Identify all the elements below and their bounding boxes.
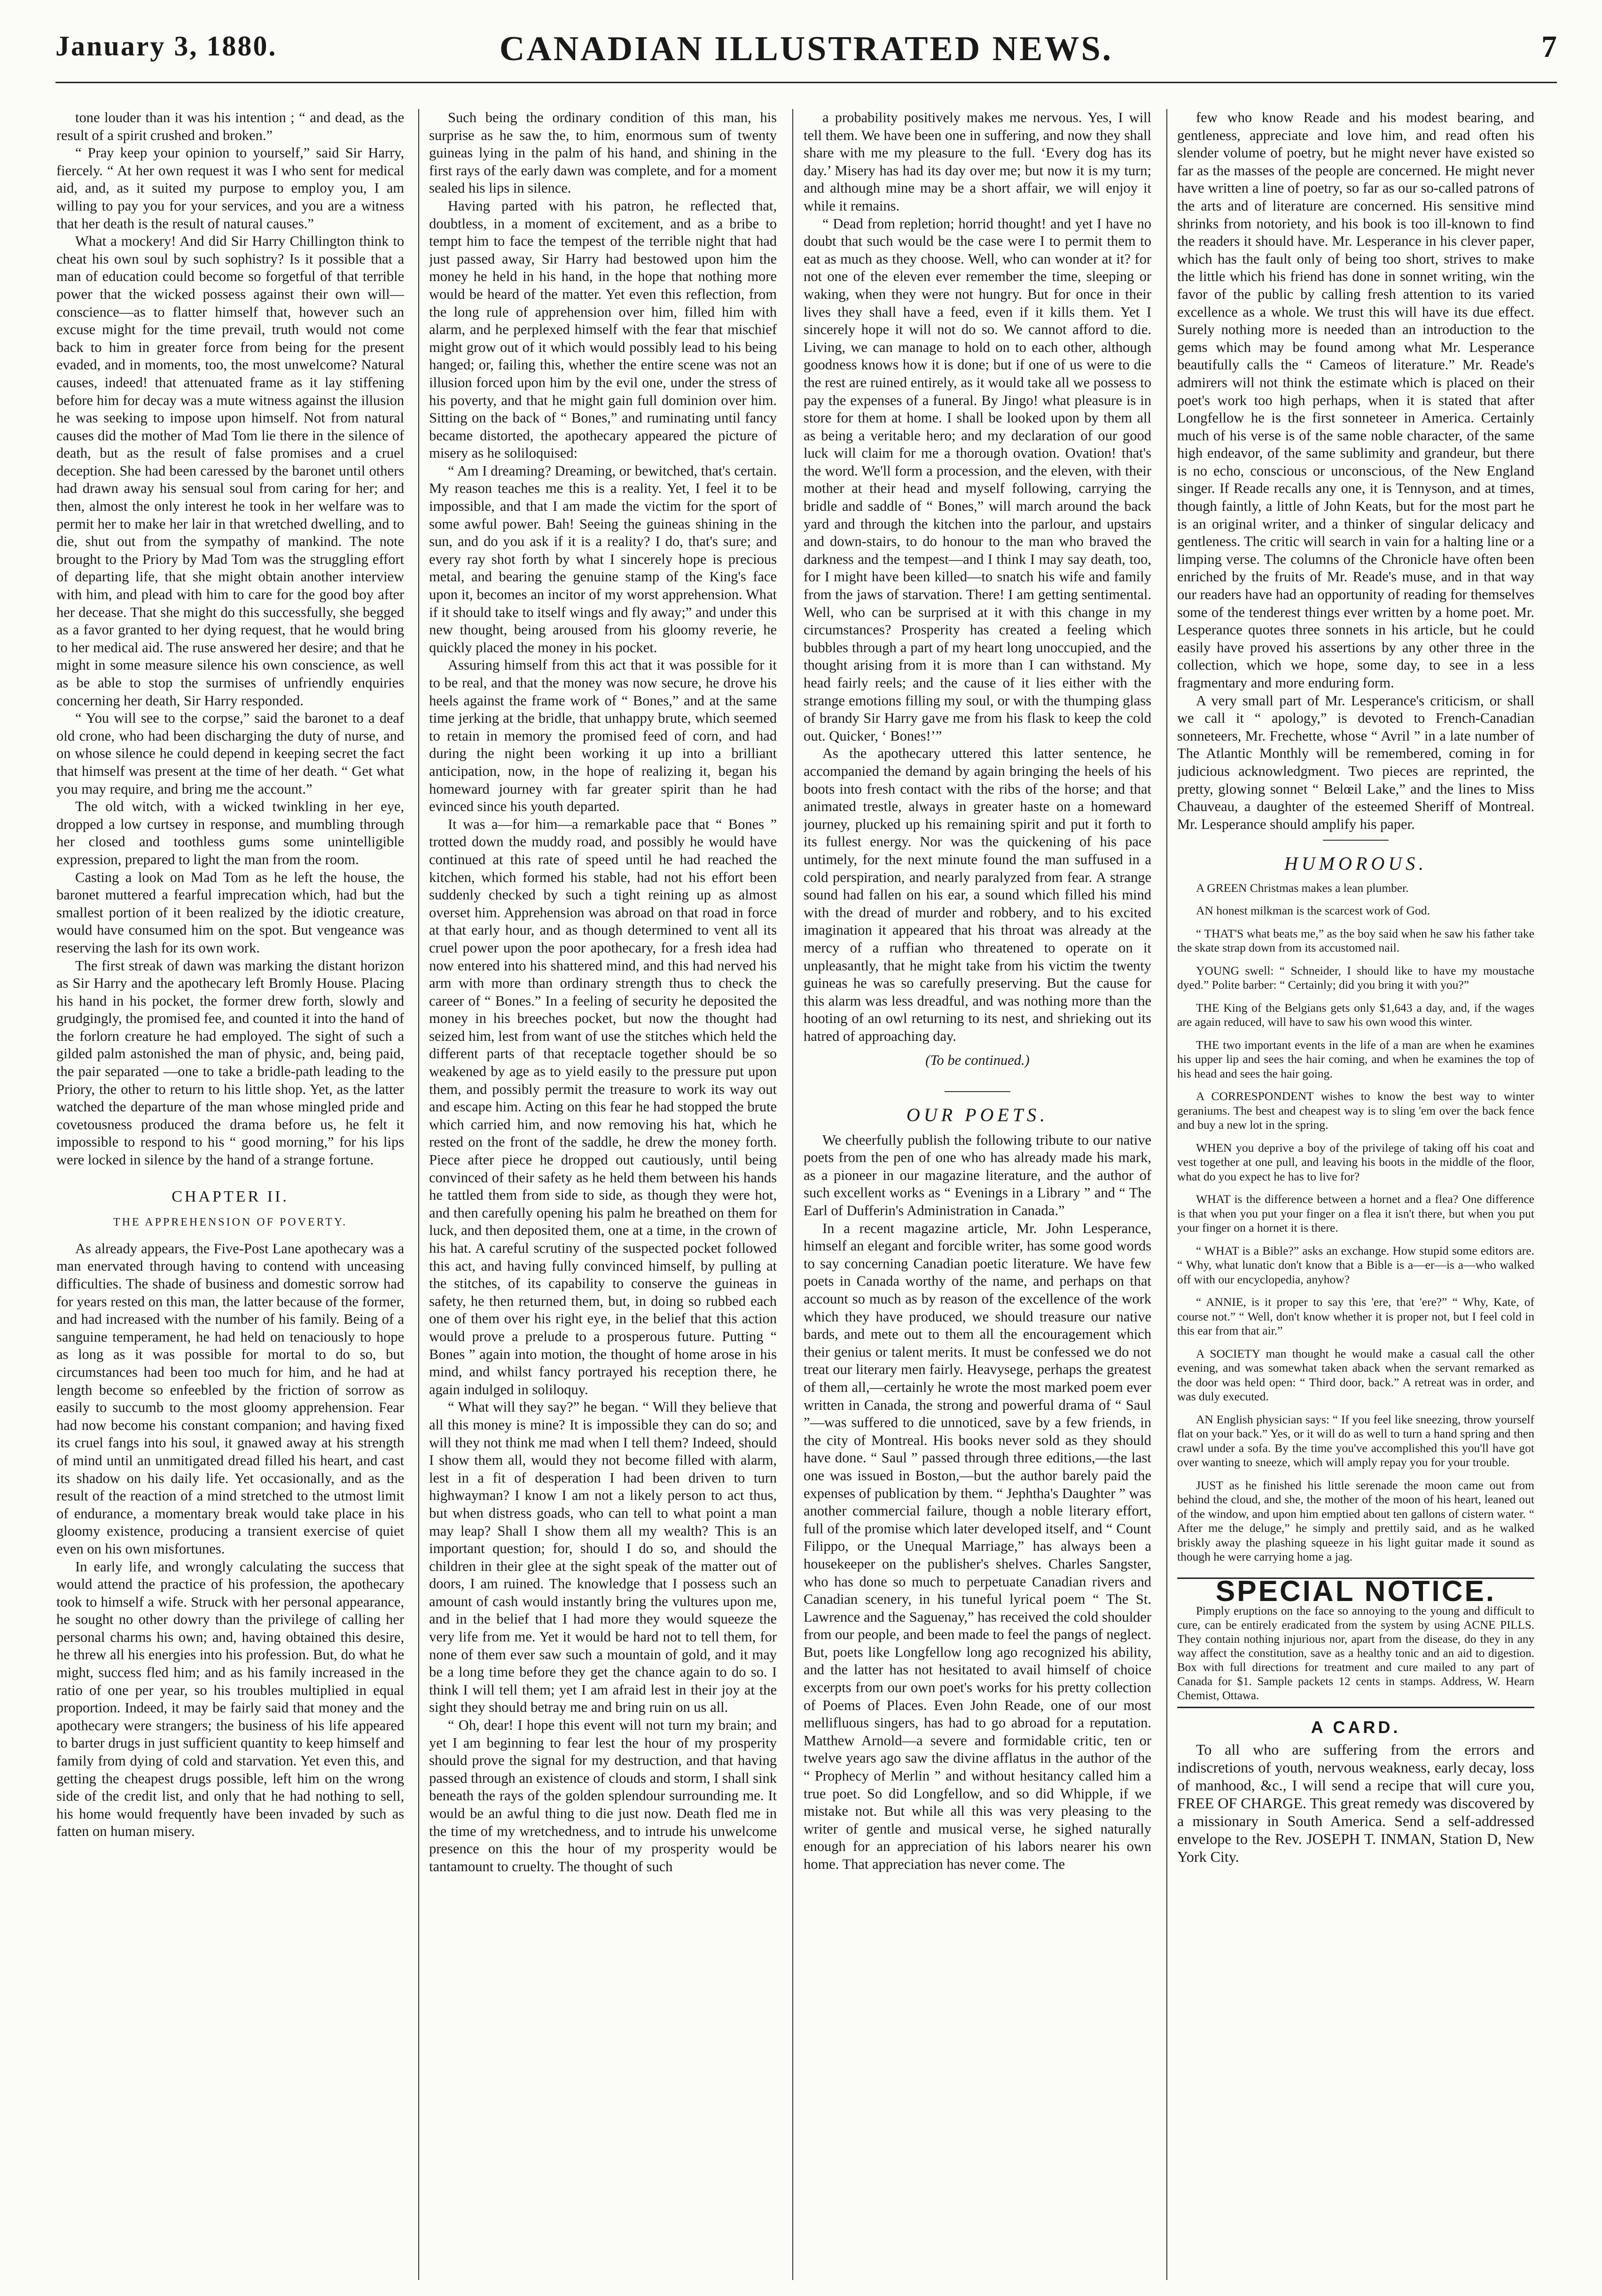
chapter-heading: CHAPTER II. [172,1187,289,1205]
humor-item: WHAT is the difference between a hornet and a flea? One difference is that when you put your finger on a flea it isn't there, but when you put your finger on a hornet it is there. [1177,1192,1534,1235]
humor-item: YOUNG swell: “ Schneider, I should like to have my moustache dyed.” Polite barber: “ Certainly; did you bring it with you?” [1177,963,1534,992]
column-divider [792,109,793,2280]
special-notice-advertisement [1177,1575,1534,1708]
humor-item: “ THAT'S what beats me,” as the boy said when he saw his father take the skate strap down from its accustomed nail. [1177,926,1534,955]
card-body: To all who are suffering from the errors and indiscretions of youth, nervous weakness, early decay, loss of manhood, &c., I will send a recipe that will cure you, FREE OF CHARGE. This great remedy was discovered by a missionary in South America. Send a self-addressed envelope to the Rev. JOSEPH T. INMAN, Station D, New York City. [1177,1741,1534,1866]
paragraph: In a recent magazine article, Mr. John Lesperance, himself an elegant and forcible writer, has some good words to say concerning Canadian poetic literature. We have few poets in Canada worthy of the name, and perhaps on that account so much as by reason of the excellence of the work which they have produced, we should treasure our native bards, and mete out to them all the encouragement which their genius or talent merits. It must be confessed we do not treat our literary men fairly. Heavysege, perhaps the greatest of them all,—certainly he wrote the most marked poem ever written in Canada, the strong and powerful drama of “ Saul ”—was suffered to die unnoticed, save by a few friends, in the city of Montreal. His books never sold as they should have done. “ Saul ” passed through three editions,—the last one was issued in Boston,—but the author barely paid the expenses of publication by them. “ Jephtha's Daughter ” was another commercial failure, though a noble literary effort, full of the promise which later developed itself, and “ Count Filippo, or the Unequal Marriage,” has always been a housekeeper on the publisher's shelves. Charles Sangster, who has done so much to perpetuate Canadian rivers and Canadian scenery, in his tuneful lyrical poem “ The St. Lawrence and the Saguenay,” has received the cold shoulder from our people, and been made to feel the pangs of neglect. But, poets like Longfellow long ago recognized his ability, and the latter has not hesitated to avail himself of choice excerpts from our own poet's works for his pretty collection of Poems of Places. Even John Reade, one of our most mellifluous singers, has had to go abroad for a reputation. Matthew Arnold—a severe and formidable critic, ten or twelve years ago saw the divine afflatus in the author of the “ Prophecy of Merlin ” and without hesitancy called him a true poet. So did Longfellow, and so did Whipple, if we mistake not. But while all this was very pleasing to the writer of gentle and musical verse, he sighed naturally enough for an appreciation of his labors nearer his own home. That appreciation has never come. The [804,1220,1151,1872]
paragraph: tone louder than it was his intention ; “ and dead, as the result of a spirit crushed and broken.” [56,109,404,143]
paragraph: As the apothecary uttered this latter sentence, he accompanied the demand by again bringing the heels of his boots into fresh contact with the ribs of the horse; and that animated trestle, always in greater haste on a homeward journey, plucked up his remaining spirit and put it forth to its fullest energy. Nor was the quickening of his pace untimely, for the next minute found the man suffused in a cold perspiration, and nearly paralyzed from fear. A strange sound had fallen on his ear, a sound which filled his mind with the dread of murder and robbery, and to his excited imagination it appeared that his throat was already at the mercy of a ruffian who threatened to operate on it unpleasantly, that he might take from his victim the twenty guineas he was so carefully preserving. But the cause for this alarm was less dreadful, and was nothing more than the hooting of an owl returning to its nest, and shrieking out its hatred of approaching day. [804,745,1151,1044]
paragraph: “ Dead from repletion; horrid thought! and yet I have no doubt that such would be the case were I to permit them to eat as much as they choose. Well, who can wonder at it? for not one of the eleven ever remember the time, sleeping or waking, when they were not hungry. But for once in their lives they shall have a feed, even if it kills them. Yet I sincerely hope it will not do so. We cannot afford to die. Living, we can manage to hold on to each other, although goodness knows how it is done; but if one of us were to die the rest are ruined entirely, as it would take all we possess to pay the expenses of a funeral. By Jingo! what pleasure is in store for them at home. I shall be looked upon by them all as being a veritable hero; and my declaration of our good luck will claim for me a thorough ovation. Ovation! that's the word. We'll form a procession, and the eleven, with their mother at their head and myself following, carrying the bridle and saddle of “ Bones,” will march around the back yard and through the kitchen into the parlour, and upstairs and down-stairs, to do honour to the man who braved the darkness and the tempest—and I think I may say death, too, for I might have been killed—to snatch his wife and family from the jaws of starvation. There! I am getting sentimental. Well, who can be surprised at it with this change in my circumstances? Prosperity has created a feeling which bubbles through a part of my heart long unoccupied, and the thought arising from it is more than I can withstand. My head fairly reels; and the cause of it lies either with the strange emotions filling my soul, or with the thumping glass of brandy Sir Harry gave me from his flask to keep the cold out. Quicker, ‘ Bones!’” [804,215,1151,744]
humor-item: WHEN you deprive a boy of the privilege of taking off his coat and vest together at one pull, and leaving his boots in the middle of the floor, what do you expect he has to live for? [1177,1140,1534,1183]
paragraph: A very small part of Mr. Lesperance's criticism, or shall we call it “ apology,” is devoted to French-Canadian sonneteers, Mr. Frechette, whose “ Avril ” in a late number of The Atlantic Monthly will be remembered, coming in for judicious acknowledgment. Two pieces are reprinted, the pretty, glowing sonnet “ Belœil Lake,” and the lines to Miss Chauveau, a daughter of the esteemed Sheriff of Montreal. Mr. Lesperance should amplify his paper. [1177,692,1534,832]
section-rule [1323,840,1389,841]
humor-item: A SOCIETY man thought he would make a casual call the other evening, and was somewhat taken aback when the servant remarked as the door was held open: “ Third door, back.” A retreat was in order, and was duly executed. [1177,1346,1534,1404]
humor-item: JUST as he finished his little serenade the moon came out from behind the cloud, and she, the mother of the moon of his heart, leaned out of the window, and upon him emptied about ten gallons of cistern water. “ After me the deluge,” he simply and prettily said, and as he walked briskly away the plashing squeeze in his light guitar made it sound as though he were carrying home a jag. [1177,1478,1534,1564]
humor-item: A GREEN Christmas makes a lean plumber. [1196,881,1409,895]
humor-item: “ ANNIE, is it proper to say this 'ere, that 'ere?” “ Why, Kate, of course not.” “ Well, don't know whether it is proper not, but I feel cold in this ear from that air.” [1177,1295,1534,1338]
paragraph: The first streak of dawn was marking the distant horizon as Sir Harry and the apothecary left Bromly House. Placing his hand in his pocket, the former drew forth, slowly and grudgingly, the promised fee, and counted it into the hand of the forlorn creature he had employed. The sight of such a gilded palm astonished the man of physic, and, being paid, the pair separated —one to take a bridle-path leading to the Priory, the other to return to his little shop. Yet, as the latter watched the departure of the man whose mingled pride and covetousness produced the drama before us, he felt it impossible to respond to his “ good morning,” for his lips were locked in silence by the hand of a strange fortune. [56,957,404,1168]
header-rule [55,82,1557,83]
paragraph: Casting a look on Mad Tom as he left the house, the baronet muttered a fearful imprecation which, had but the smallest portion of it been realized by the idiotic creature, would have consumed him on the spot. But vengeance was reserving the lash for its own work. [56,869,404,956]
special-notice-title: SPECIAL NOTICE. [1215,1575,1496,1608]
masthead-title: CANADIAN ILLUSTRATED NEWS. [499,30,1113,68]
paragraph: “ Am I dreaming? Dreaming, or bewitched, that's certain. My reason teaches me this is a reality. Yet, I feel it to be impossible, and that I am made the victim for the sport of some awful power. Bah! Seeing the guineas shining in the sun, and do you ask if it is a reality? I do, that's sure; and every ray shot forth by what I sincerely hope is precious metal, and bearing the genuine stamp of the King's face upon it, becomes an incitor of my worst apprehension. What if it should take to itself wings and fly away;” and under this new thought, being aroused from his gloomy reverie, he quickly placed the money in his pocket. [429,462,777,656]
card-title: A CARD. [1311,1717,1401,1737]
page-number: 7 [1541,30,1557,64]
paragraph: “ Oh, dear! I hope this event will not turn my brain; and yet I am beginning to fear lest the hour of my prosperity should prove the signal for my destruction, and that having passed through an existence of clouds and storm, I shall sink beneath the rays of the golden splendour surrounding me. It would be an awful thing to die just now. Death fled me in the time of my wretchedness, and to intrude his unwelcome presence on this the hour of my prosperity would be tantamount to cruelty. The thought of such [429,1717,777,1874]
special-notice-body: Pimply eruptions on the face so annoying to the young and difficult to cure, can be entirely eradicated from the system by using ACNE PILLS. They contain nothing injurious nor, apart from the disease, do they in any way affect the constitution, save as a healthy tonic and an aid to digestion. Box with full directions for treatment and cure mailed to any part of Canada for $1. Sample packets 12 cents in stamps. Address, W. Hearn Chemist, Ottawa. [1177,1604,1534,1702]
paragraph: Assuring himself from this act that it was possible for it to be real, and that the money was now secure, he drove his heels against the frame work of “ Bones,” and at the same time jerking at the bridle, that unhappy brute, which seemed to retain in memory the promised feed of corn, and had during the night been working it up into a brilliant anticipation, now, in the hope of realizing it, began his homeward journey with far greater spirit than he had evinced since his youth departed. [429,657,777,815]
page-header [55,16,1557,82]
column-3 [804,109,1151,2289]
paragraph: As already appears, the Five-Post Lane apothecary was a man enervated through having to contend with unceasing difficulties. The shade of business and domestic sorrow had for years rested on this man, the latter because of the former, and had increased with the number of his family. Being of a sanguine temperament, he had held on tenaciously to hope as long as it was possible for mortal to do so, but circumstances had been too much for him, and he had at length become so enfeebled by the friction of sorrow as easily to succumb to the most gloomy apprehension. Fear had now become his constant companion; and having fixed its cruel fangs into his soul, it gnawed away at his strength of mind until an unmitigated dread filled his heart, and cast its shadow on his daily life. Yet occasionally, and as the result of the reaction of a mind stretched to the utmost limit of endurance, a momentary break would take place in his gloomy existence, producing a transient exercise of quiet even on his own misfortunes. [56,1240,404,1557]
paragraph: a probability positively makes me nervous. Yes, I will tell them. We have been one in suffering, and now they shall share with me my pleasure to the full. ‘Every dog has its day.’ Misery has had its day over me; but now it is my turn; and although mine may be a short affair, we will enjoy it while it remains. [804,109,1151,214]
paragraph: The old witch, with a wicked twinkling in her eye, dropped a low curtsey in response, and mumbling through her closed and toothless gums some unintelligible expression, prepared to light the man from the room. [56,798,404,867]
section-heading-humorous: HUMOROUS. [1284,853,1428,875]
column-divider [1166,109,1167,2280]
humor-item: THE two important events in the life of a man are when he examines his upper lip and sees the hair coming, and when he examines the top of his head and sees the hair going. [1177,1038,1534,1080]
humor-item: AN English physician says: “ If you feel like sneezing, throw yourself flat on your back.” Yes, or it will do as well to turn a hand spring and then crawl under a sofa. By the time you've accomplished this you'll have got over wanting to sneeze, which will amply repay you for your trouble. [1177,1412,1534,1469]
paragraph: It was a—for him—a remarkable pace that “ Bones ” trotted down the muddy road, and possibly he would have continued at this rate of speed until he had reached the kitchen, which formed his stable, had not his effort been suddenly checked by such a tight reining up as almost overset him. Apprehension was abroad on that road in force at that early hour, and as though determined to vent all its cruel power upon the poor apothecary, for a fresh idea had now entered into his shattered mind, and this had nerved his arm with more than ordinary strength thus to check the career of “ Bones.” In a feeling of security he deposited the money in his breeches pocket, but now the thought had seized him, lest from want of use the stitches which held the different parts of that receptacle together should be so weakened by age as to yield easily to the pressure put upon them, and possibly permit the treasure to work its way out and escape him. Acting on this fear he had stopped the brute which carried him, and now removing his hat, which he rested on the front of the saddle, he drew the money forth. Piece after piece he dropped out cautiously, until being convinced of their safety as he held them between his hands he tattled them from side to side, as though they were hot, and then carefully opening his palm he breathed on them for luck, and then deposited them, one at a time, in the crown of his hat. A careful scrutiny of the suspected pocket followed this act, and having fully convinced himself, by pulling at the stitches, of its capability to conserve the guineas in safety, he then returned them, but, in doing so rubbed each one of them over his right eye, in the belief that this action would prove a prelude to a prosperous future. Putting “ Bones ” again into motion, the thought of home arose in his mind, and whilst fancy portrayed his reception there, he again indulged in soliloquy. [429,816,777,1398]
column-divider [418,109,419,2280]
paragraph: “ You will see to the corpse,” said the baronet to a deaf old crone, who had been discharging the duty of nurse, and on whose silence he could depend in keeping secret the fact that himself was present at the time of her death. “ Get what you may require, and bring me the account.” [56,710,404,797]
paragraph: In early life, and wrongly calculating the success that would attend the practice of his profession, the apothecary took to himself a wife. Struck with her personal appearance, he sought no other dowry than the privilege of calling her personal charms his own; and, having obtained this desire, he threw all his energies into his profession. But, do what he might, success fled him; and as his family increased in the ratio of one per year, so his troubles multiplied in equal proportion. Indeed, it may be fairly said that money and the apothecary were strangers; the business of his life appeared to barter drugs in just sufficient quantity to keep himself and family from dying of cold and starvation. Yet even this, and getting the cheapest drugs possible, left him on the wrong side of the credit list, and only that he had nothing to sell, his home would frequently have been invaded by such as fatten on human misery. [56,1558,404,1840]
humor-item: AN honest milkman is the scarcest work of God. [1196,904,1430,918]
issue-date: January 3, 1880. [55,31,277,62]
chapter-subheading: THE APPREHENSION OF POVERTY. [113,1216,348,1229]
paragraph: “ Pray keep your opinion to yourself,” said Sir Harry, fiercely. “ At her own request it was I who sent for medical aid, and, as it suited my purpose to employ you, I am willing to pay you for your services, and you are a witness that her death is the result of natural causes.” [56,145,404,232]
paragraph: We cheerfully publish the following tribute to our native poets from the pen of one who has already made his mark, as a pioneer in our magazine literature, and the author of such excellent works as “ Evenings in a Library ” and “ The Earl of Dufferin's Administration in Canada.” [804,1132,1151,1219]
column-4 [1177,109,1534,2289]
humor-item: THE King of the Belgians gets only $1,643 a day, and, if the wages are again reduced, will have to saw his own wood this winter. [1177,1000,1534,1029]
humor-item: “ WHAT is a Bible?” asks an exchange. How stupid some editors are. “ Why, what lunatic don't know that a Bible is a—er—is a—who walked off with our encyclopedia, anyhow? [1177,1243,1534,1286]
humor-item: A CORRESPONDENT wishes to know the best way to winter geraniums. The best and cheapest way is to sling 'em over the back fence and buy a new lot in the spring. [1177,1089,1534,1132]
column-2 [429,109,777,2289]
paragraph: Such being the ordinary condition of this man, his surprise as he saw the, to him, enormous sum of twenty guineas lying in the palm of his hand, and shining in the first rays of the early dawn was complete, and for a moment sealed his lips in silence. [429,109,777,196]
section-rule [945,1091,1010,1092]
paragraph: “ What will they say?” he began. “ Will they believe that all this money is mine? It is impossible they can do so; and will they not think me mad when I tell them? Indeed, should I show them all, would they not become filled with alarm, lest in a fit of desperation I had been driven to turn highwayman? I know I am not a likely person to act thus, but when distress goads, who can tell to what point a man may leap? Shall I show them all my wealth? This is an important question; for, should I do so, and should the children in their glee at the sight speak of the matter out of doors, I am ruined. The knowledge that I possess such an amount of cash would instantly bring the vultures upon me, and in the belief that I had more they would squeeze the very life from me. Yet it would be hard not to tell them, for none of them ever saw such a mountain of gold, and it may be a long time before they get the chance again to do so. I think I will tell them; yet I am afraid lest in their joy at the sight they should betray me and bring ruin on us all. [429,1399,777,1716]
paragraph: What a mockery! And did Sir Harry Chillington think to cheat his own soul by such sophistry? Is it possible that a man of education could become so forgetful of that terrible power that the wicked possess against their own will—conscience—as to flatter himself that, however such an excuse might for the time prevail, truth would not come back to him in greater force from being for the present evaded, and in moments, too, the most unwelcome? Natural causes, indeed! that attenuated frame as it lay stiffening before him for decay was a mute witness against the illusion he was seeking to impose upon himself. Not from natural causes did the mother of Mad Tom lie there in the silence of death, but as the result of false promises and a cruel deception. She had been caressed by the baronet until others had drawn away his sensual soul from caring for her; and then, almost the only interest he took in her welfare was to permit her to make her lair in that wretched dwelling, and to die, shut out from the sympathy of mankind. The note brought to the Priory by Mad Tom was the struggling effort of departing life, that she might obtain another interview with him, and plead with him to care for the good boy after her decease. That she might do this successfully, she begged as a favor granted to her dying request, that he would bring to her medical aid. The ruse answered her desire; and that he might in some measure silence his own conscience, as well as be able to stop the surmises of unfriendly enquiries concerning her death, Sir Harry responded. [56,233,404,709]
to-be-continued: (To be continued.) [925,1052,1030,1069]
column-1 [56,109,404,2289]
section-heading-our-poets: OUR POETS. [906,1104,1049,1126]
paragraph: Having parted with his patron, he reflected that, doubtless, in a moment of excitement, and as a bribe to tempt him to face the tempest of the terrible night that had just passed away, Sir Harry had bestowed upon him the money he held in his hand, in the hope that nothing more would be heard of the matter. Yet even this reflection, from the long rule of apprehension over him, filled him with alarm, and he perplexed himself with the fear that mischief might grow out of it which would possibly lead to his being hanged; or, failing this, whether the entire scene was not an illusion forced upon him by the evil one, under the stress of his poverty, and that he might gain full dominion over him. Sitting on the back of “ Bones,” and ruminating until fancy became distorted, the apothecary appeared the picture of misery as he soliloquised: [429,197,777,461]
paragraph: few who know Reade and his modest bearing, and gentleness, appreciate and love him, and read often his slender volume of poetry, but he might never have existed so far as the masses of the people are concerned. He might never have written a line of poetry, so far as our so-called patrons of the arts and of literature are concerned. His sensitive mind shrinks from notoriety, and his book is too ill-known to find the readers it should have. Mr. Lesperance in his clever paper, which has the fault only of being too short, strives to make the little which his friend has done in sonnet writing, win the favor of the public by calling fresh attention to its varied excellence as a whole. We trust this will have its due effect. Surely nothing more is needed than an introduction to the gems which may be found among what Mr. Lesperance beautifully calls the “ Cameos of literature.” Mr. Reade's admirers will not think the estimate which is placed on their poet's work too high perhaps, when it is stated that after Longfellow he is the first sonneteer in America. Certainly much of his verse is of the same noble character, of the same high endeavor, of the same sublimity and grandeur, but there is no echo, conscious or unconscious, of the New England singer. If Reade recalls any one, it is Tennyson, and at times, though faintly, a little of John Keats, but for the most part he is an original writer, and a thinker of singular delicacy and gentleness. The critic will search in vain for a halting line or a limping verse. The columns of the Chronicle have often been enriched by the fruits of Mr. Reade's muse, and in that way our readers have had an opportunity of reading for themselves some of the tenderest things ever written by a home poet. Mr. Lesperance quotes three sonnets in his article, but he could easily have proved his assertions by any other three in the collection, which we hope, some day, to see in a less fragmentary and more enduring form. [1177,109,1534,691]
